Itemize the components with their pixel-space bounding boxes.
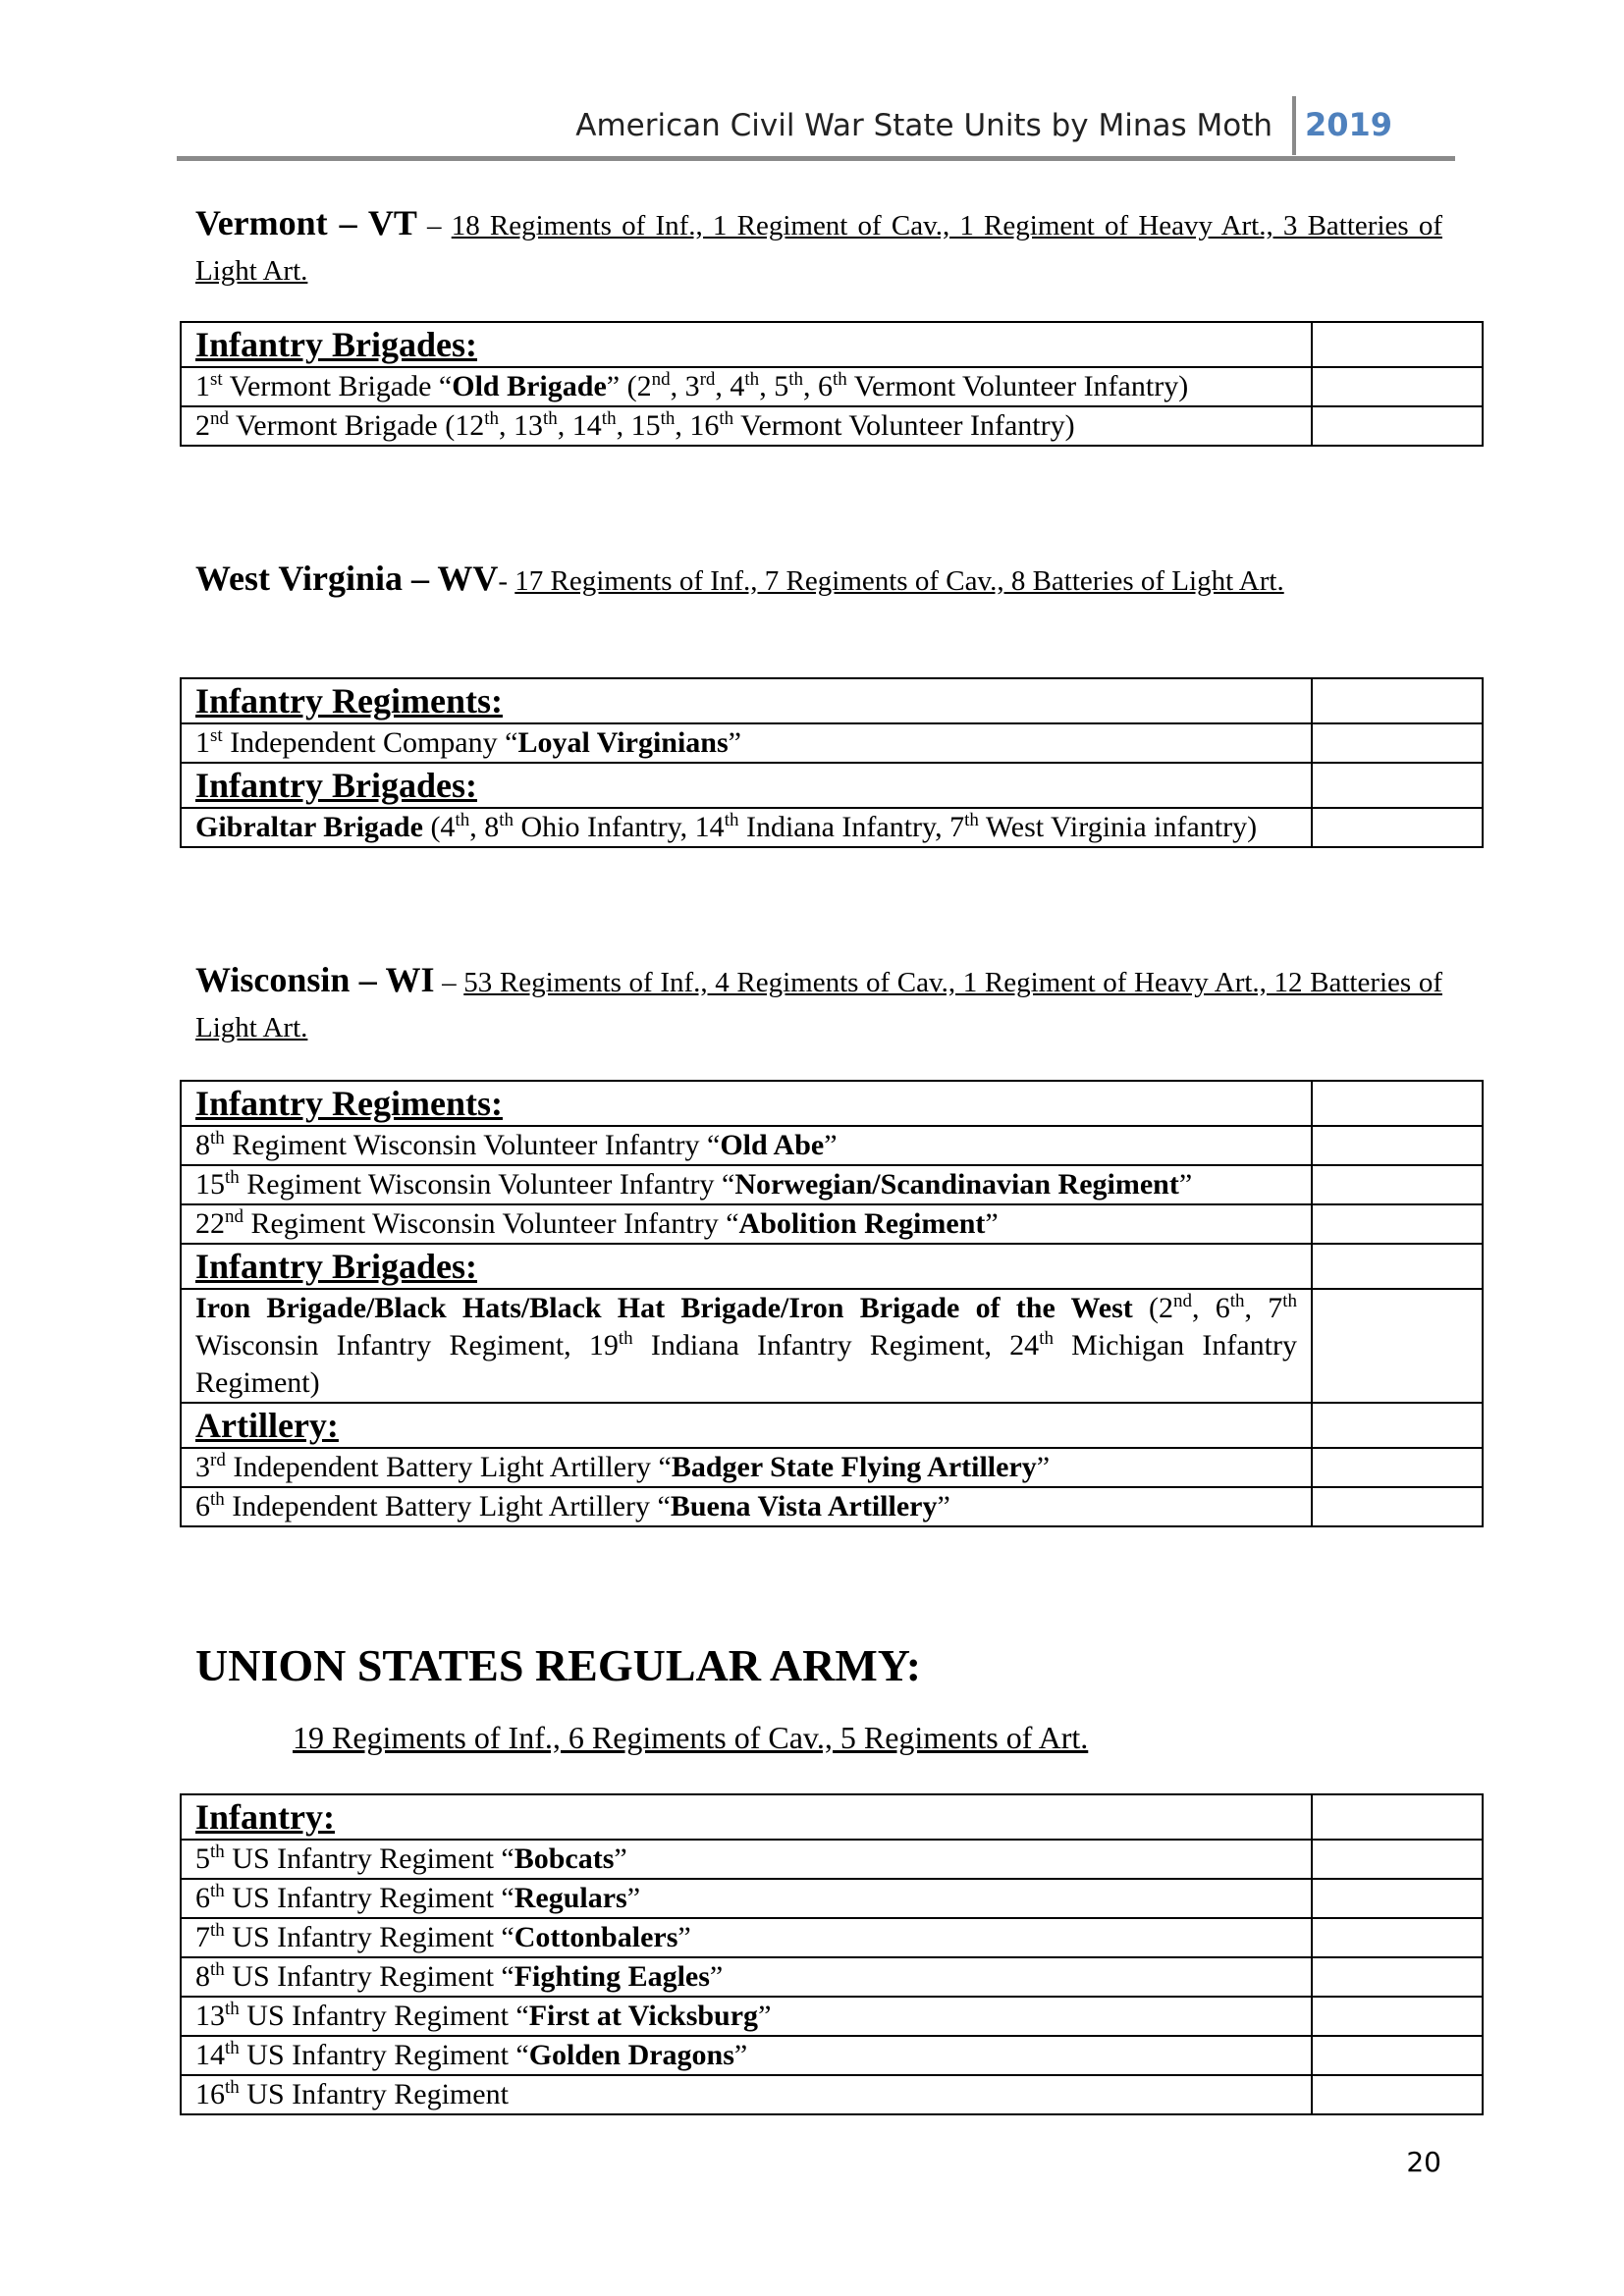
category-label: Infantry Brigades: xyxy=(181,1244,1312,1289)
unit-description: 8th Regiment Wisconsin Volunteer Infantry “Old Abe” xyxy=(181,1126,1312,1165)
units-table-vermont xyxy=(180,321,1484,447)
table-row xyxy=(181,1840,1483,1879)
category-label: Infantry Brigades: xyxy=(181,322,1312,367)
state-heading-west-virginia xyxy=(195,556,1442,604)
check-cell xyxy=(1312,1957,1483,1997)
unit-description: 3rd Independent Battery Light Artillery “Badger State Flying Artillery” xyxy=(181,1448,1312,1487)
check-cell xyxy=(1312,367,1483,406)
check-cell xyxy=(1312,808,1483,847)
check-cell xyxy=(1312,1840,1483,1879)
table-row xyxy=(181,808,1483,847)
check-cell xyxy=(1312,2036,1483,2075)
check-cell xyxy=(1312,322,1483,367)
check-cell xyxy=(1312,1126,1483,1165)
unit-description: 16th US Infantry Regiment xyxy=(181,2075,1312,2114)
state-heading-wisconsin xyxy=(195,957,1442,1050)
heading-separator: - xyxy=(498,565,515,597)
regular-army-summary: 19 Regiments of Inf., 6 Regiments of Cav., 5 Regiments of Art. xyxy=(293,1720,1089,1755)
heading-separator: – xyxy=(416,210,452,241)
category-row xyxy=(181,1403,1483,1448)
table-row xyxy=(181,1918,1483,1957)
unit-description: Gibraltar Brigade (4th, 8th Ohio Infantry, 14th Indiana Infantry, 7th West Virginia infantry) xyxy=(181,808,1312,847)
unit-description: 15th Regiment Wisconsin Volunteer Infantry “Norwegian/Scandinavian Regiment” xyxy=(181,1165,1312,1204)
unit-description: 5th US Infantry Regiment “Bobcats” xyxy=(181,1840,1312,1879)
check-cell xyxy=(1312,1448,1483,1487)
check-cell xyxy=(1312,406,1483,446)
check-cell xyxy=(1312,1403,1483,1448)
table-row xyxy=(181,1289,1483,1403)
category-row xyxy=(181,322,1483,367)
check-cell xyxy=(1312,1997,1483,2036)
section-title-regular-army: UNION STATES REGULAR ARMY: xyxy=(195,1640,922,1690)
state-name: Wisconsin – WI xyxy=(195,960,435,999)
table-row xyxy=(181,1204,1483,1244)
unit-description: 2nd Vermont Brigade (12th, 13th, 14th, 15th, 16th Vermont Volunteer Infantry) xyxy=(181,406,1312,446)
category-row xyxy=(181,1244,1483,1289)
category-row xyxy=(181,1081,1483,1126)
table-row xyxy=(181,1165,1483,1204)
unit-description: 6th Independent Battery Light Artillery “Buena Vista Artillery” xyxy=(181,1487,1312,1526)
category-label: Artillery: xyxy=(181,1403,1312,1448)
check-cell xyxy=(1312,1918,1483,1957)
state-name: Vermont – VT xyxy=(195,203,417,242)
unit-description: 14th US Infantry Regiment “Golden Dragons” xyxy=(181,2036,1312,2075)
page-header xyxy=(177,90,1455,161)
unit-description: 8th US Infantry Regiment “Fighting Eagles” xyxy=(181,1957,1312,1997)
unit-description: 7th US Infantry Regiment “Cottonbalers” xyxy=(181,1918,1312,1957)
page-number: 20 xyxy=(1406,2146,1441,2178)
header-separator xyxy=(1292,96,1296,155)
header-rule xyxy=(177,156,1455,161)
table-row xyxy=(181,1487,1483,1526)
state-summary: 17 Regiments of Inf., 7 Regiments of Cav., 8 Batteries of Light Art. xyxy=(514,565,1284,597)
table-row xyxy=(181,1448,1483,1487)
units-table-west-virginia xyxy=(180,677,1484,848)
heading-separator: – xyxy=(434,967,464,998)
unit-description: 1st Independent Company “Loyal Virginians” xyxy=(181,723,1312,763)
header-year: 2019 xyxy=(1304,106,1392,143)
table-row xyxy=(181,406,1483,446)
table-row xyxy=(181,1126,1483,1165)
unit-description: Iron Brigade/Black Hats/Black Hat Brigade/Iron Brigade of the West (2nd, 6th, 7th Wisconsin Infantry Regiment, 19th Indiana Infantry Regiment, 24th Michigan Infantry Regiment) xyxy=(181,1289,1312,1403)
check-cell xyxy=(1312,2075,1483,2114)
category-row xyxy=(181,1794,1483,1840)
table-row xyxy=(181,2036,1483,2075)
check-cell xyxy=(1312,1289,1483,1403)
table-row xyxy=(181,1879,1483,1918)
check-cell xyxy=(1312,1081,1483,1126)
check-cell xyxy=(1312,1794,1483,1840)
unit-description: 22nd Regiment Wisconsin Volunteer Infantry “Abolition Regiment” xyxy=(181,1204,1312,1244)
check-cell xyxy=(1312,1879,1483,1918)
table-row xyxy=(181,1997,1483,2036)
table-row xyxy=(181,2075,1483,2114)
table-row xyxy=(181,367,1483,406)
category-row xyxy=(181,763,1483,808)
check-cell xyxy=(1312,1244,1483,1289)
header-title: American Civil War State Units by Minas Moth xyxy=(575,108,1272,143)
check-cell xyxy=(1312,723,1483,763)
category-label: Infantry Regiments: xyxy=(181,678,1312,723)
check-cell xyxy=(1312,763,1483,808)
unit-description: 1st Vermont Brigade “Old Brigade” (2nd, 3rd, 4th, 5th, 6th Vermont Volunteer Infantry) xyxy=(181,367,1312,406)
state-summary: 53 Regiments of Inf., 4 Regiments of Cav., 1 Regiment of Heavy Art., 12 Batteries of Light Art. xyxy=(195,967,1442,1043)
table-row xyxy=(181,1957,1483,1997)
state-summary: 18 Regiments of Inf., 1 Regiment of Cav., 1 Regiment of Heavy Art., 3 Batteries of Light Art. xyxy=(195,210,1442,287)
check-cell xyxy=(1312,678,1483,723)
state-name: West Virginia – WV xyxy=(195,559,499,598)
table-row xyxy=(181,723,1483,763)
category-row xyxy=(181,678,1483,723)
units-table-wisconsin xyxy=(180,1080,1484,1527)
category-label: Infantry Brigades: xyxy=(181,763,1312,808)
check-cell xyxy=(1312,1165,1483,1204)
state-heading-vermont xyxy=(195,200,1442,294)
unit-description: 13th US Infantry Regiment “First at Vicksburg” xyxy=(181,1997,1312,2036)
unit-description: 6th US Infantry Regiment “Regulars” xyxy=(181,1879,1312,1918)
units-table-regular-army xyxy=(180,1793,1484,2115)
check-cell xyxy=(1312,1487,1483,1526)
category-label: Infantry: xyxy=(181,1794,1312,1840)
category-label: Infantry Regiments: xyxy=(181,1081,1312,1126)
check-cell xyxy=(1312,1204,1483,1244)
